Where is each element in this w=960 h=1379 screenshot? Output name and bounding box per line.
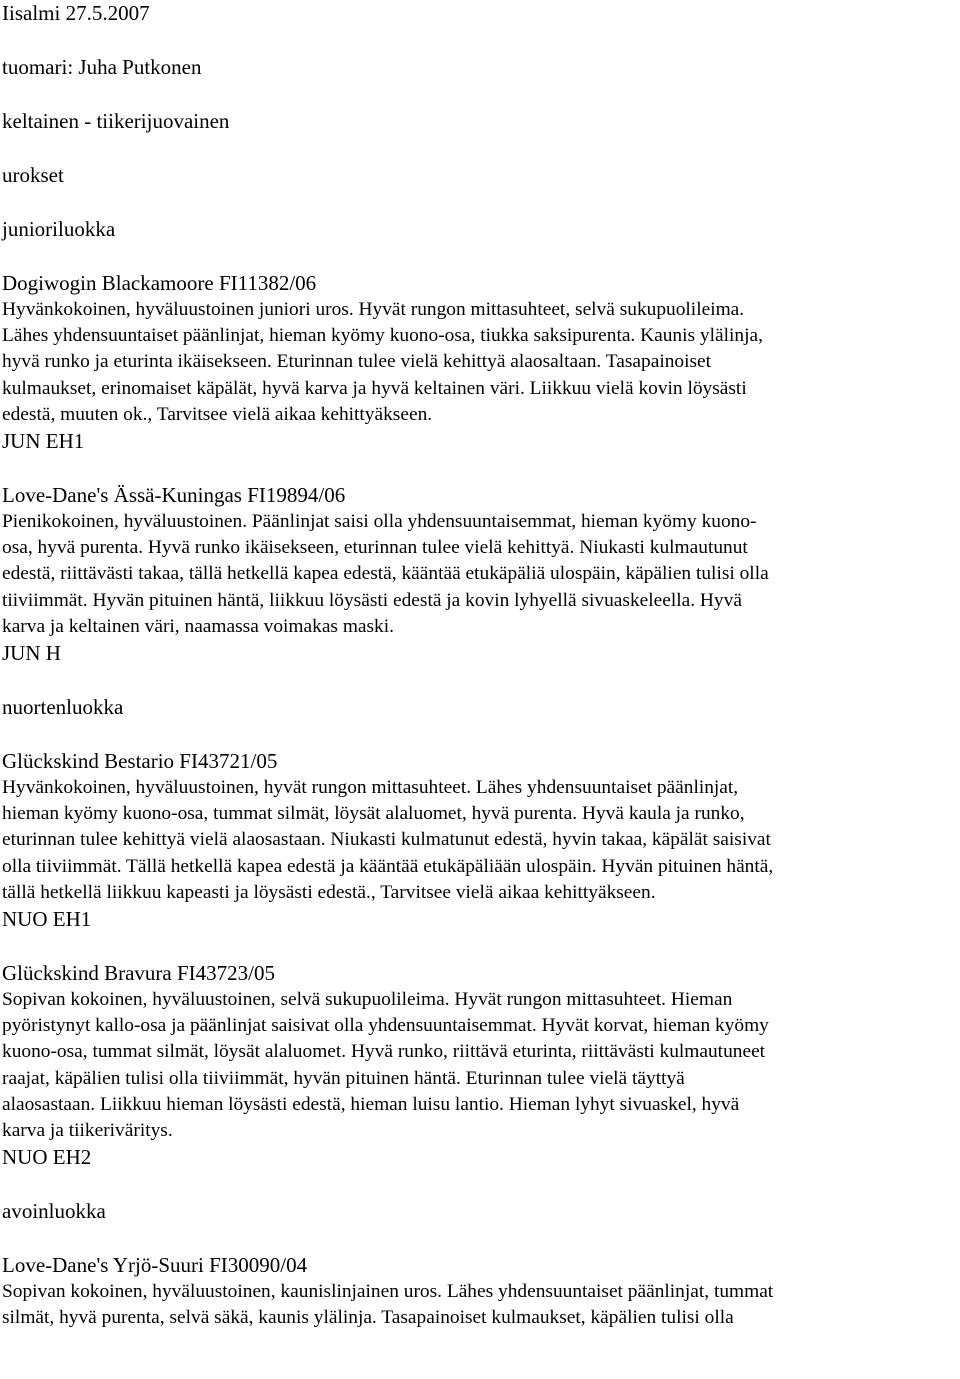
spacer xyxy=(2,1225,956,1252)
critique-line: alaosastaan. Liikkuu hieman löysästi edestä, hieman luisu lantio. Hieman lyhyt sivuaskel, hyvä xyxy=(2,1093,740,1115)
critique-line: Pienikokoinen, hyväluustoinen. Päänlinjat saisi olla yhdensuuntaisemmat, hieman kyömy kuono- xyxy=(2,511,757,533)
dog-critique xyxy=(2,297,956,428)
spacer xyxy=(2,721,956,748)
dog-name: Love-Dane's Ässä-Kuningas FI19894/06 xyxy=(2,483,346,508)
dog-result: NUO EH2 xyxy=(2,1145,92,1170)
critique-line: tällä hetkellä liikkuu kapeasti ja löysästi edestä., Tarvitsee vielä aikaa kehittyäkseen. xyxy=(2,881,656,903)
critique-line: edestä, muuten ok., Tarvitsee vielä aikaa kehittyäkseen. xyxy=(2,403,433,425)
dog-name: Glückskind Bestario FI43721/05 xyxy=(2,749,278,774)
spacer xyxy=(2,455,956,482)
class-heading: junioriluokka xyxy=(2,217,116,241)
color-category: keltainen - tiikerijuovainen xyxy=(2,109,230,133)
critique-line: Sopivan kokoinen, hyväluustoinen, selvä sukupuolileima. Hyvät rungon mittasuhteet. Hieman xyxy=(2,989,733,1011)
dog-critique xyxy=(2,775,956,906)
critique-line: Sopivan kokoinen, hyväluustoinen, kaunislinjainen uros. Lähes yhdensuuntaiset päänlinjat, tummat xyxy=(2,1281,774,1303)
critique-line: Hyvänkokoinen, hyväluustoinen juniori uros. Hyvät rungon mittasuhteet, selvä sukupuolileima. xyxy=(2,299,745,320)
critique-line: hyvä runko ja eturinta ikäisekseen. Eturinnan tulee vielä kehittyä alaosaltaan. Tasapainoiset xyxy=(2,351,712,373)
dog-critique xyxy=(2,1279,956,1331)
critique-line: olla tiiviimmät. Tällä hetkellä kapea edestä ja kääntää etukäpäliään ulospäin. Hyvän pituinen häntä, xyxy=(2,855,774,877)
judge-name: tuomari: Juha Putkonen xyxy=(2,55,202,79)
spacer xyxy=(2,27,956,54)
sex-category: urokset xyxy=(2,163,64,187)
dog-name: Love-Dane's Yrjö-Suuri FI30090/04 xyxy=(2,1253,308,1278)
critique-line: Hyvänkokoinen, hyväluustoinen, hyvät rungon mittasuhteet. Lähes yhdensuuntaiset päänlinjat, xyxy=(2,777,739,799)
document-page xyxy=(2,0,956,1332)
place-date: Iisalmi 27.5.2007 xyxy=(2,1,150,25)
dog-name: Dogiwogin Blackamoore FI11382/06 xyxy=(2,271,317,295)
critique-line: silmät, hyvä purenta, selvä säkä, kaunis ylälinja. Tasapainoiset kulmaukset, käpälien tulisi olla xyxy=(2,1307,734,1329)
spacer xyxy=(2,189,956,216)
critique-line: osa, hyvä purenta. Hyvä runko ikäisekseen, eturinnan tulee vielä kehittyä. Niukasti kulmautunut xyxy=(2,537,748,559)
critique-line: kuono-osa, tummat silmät, löysät alaluomet. Hyvä runko, riittävä eturinta, riittävästi kulmautuneet xyxy=(2,1041,766,1063)
spacer xyxy=(2,135,956,162)
spacer xyxy=(2,243,956,270)
critique-line: kulmaukset, erinomaiset käpälät, hyvä karva ja hyvä keltainen väri. Liikkuu vielä kovin löysästi xyxy=(2,377,747,399)
critique-line: Lähes yhdensuuntaiset päänlinjat, hieman kyömy kuono-osa, tiukka saksipurenta. Kaunis ylälinja, xyxy=(2,325,763,347)
critique-line: karva ja tiikeriväritys. xyxy=(2,1120,173,1142)
class-heading: nuortenluokka xyxy=(2,695,124,720)
dog-result: JUN H xyxy=(2,641,61,666)
spacer xyxy=(2,1171,956,1198)
dog-result: NUO EH1 xyxy=(2,907,92,932)
spacer xyxy=(2,81,956,108)
spacer xyxy=(2,667,956,694)
dog-result: JUN EH1 xyxy=(2,429,85,454)
dog-critique xyxy=(2,987,956,1144)
class-heading: avoinluokka xyxy=(2,1199,106,1224)
spacer xyxy=(2,933,956,960)
critique-line: tiiviimmät. Hyvän pituinen häntä, liikkuu löysästi edestä ja kovin lyhyellä sivuaskeleella. Hyvä xyxy=(2,589,742,611)
critique-line: edestä, riittävästi takaa, tällä hetkellä kapea edestä, kääntää etukäpäliä ulospäin, käpälien tulisi olla xyxy=(2,563,769,585)
critique-line: raajat, käpälien tulisi olla tiiviimmät, hyvän pituinen häntä. Eturinnan tulee vielä täyttyä xyxy=(2,1067,685,1089)
critique-line: karva ja keltainen väri, naamassa voimakas maski. xyxy=(2,615,394,637)
dog-critique xyxy=(2,509,956,640)
critique-line: eturinnan tulee kehittyä vielä alaosastaan. Niukasti kulmatunut edestä, hyvin takaa, käpälät saisivat xyxy=(2,829,771,851)
dog-name: Glückskind Bravura FI43723/05 xyxy=(2,961,275,986)
critique-line: hieman kyömy kuono-osa, tummat silmät, löysät alaluomet, hyvä purenta. Hyvä kaula ja runko, xyxy=(2,803,745,825)
critique-line: pyöristynyt kallo-osa ja päänlinjat saisivat olla yhdensuuntaisemmat. Hyvät korvat, hieman kyömy xyxy=(2,1015,769,1037)
